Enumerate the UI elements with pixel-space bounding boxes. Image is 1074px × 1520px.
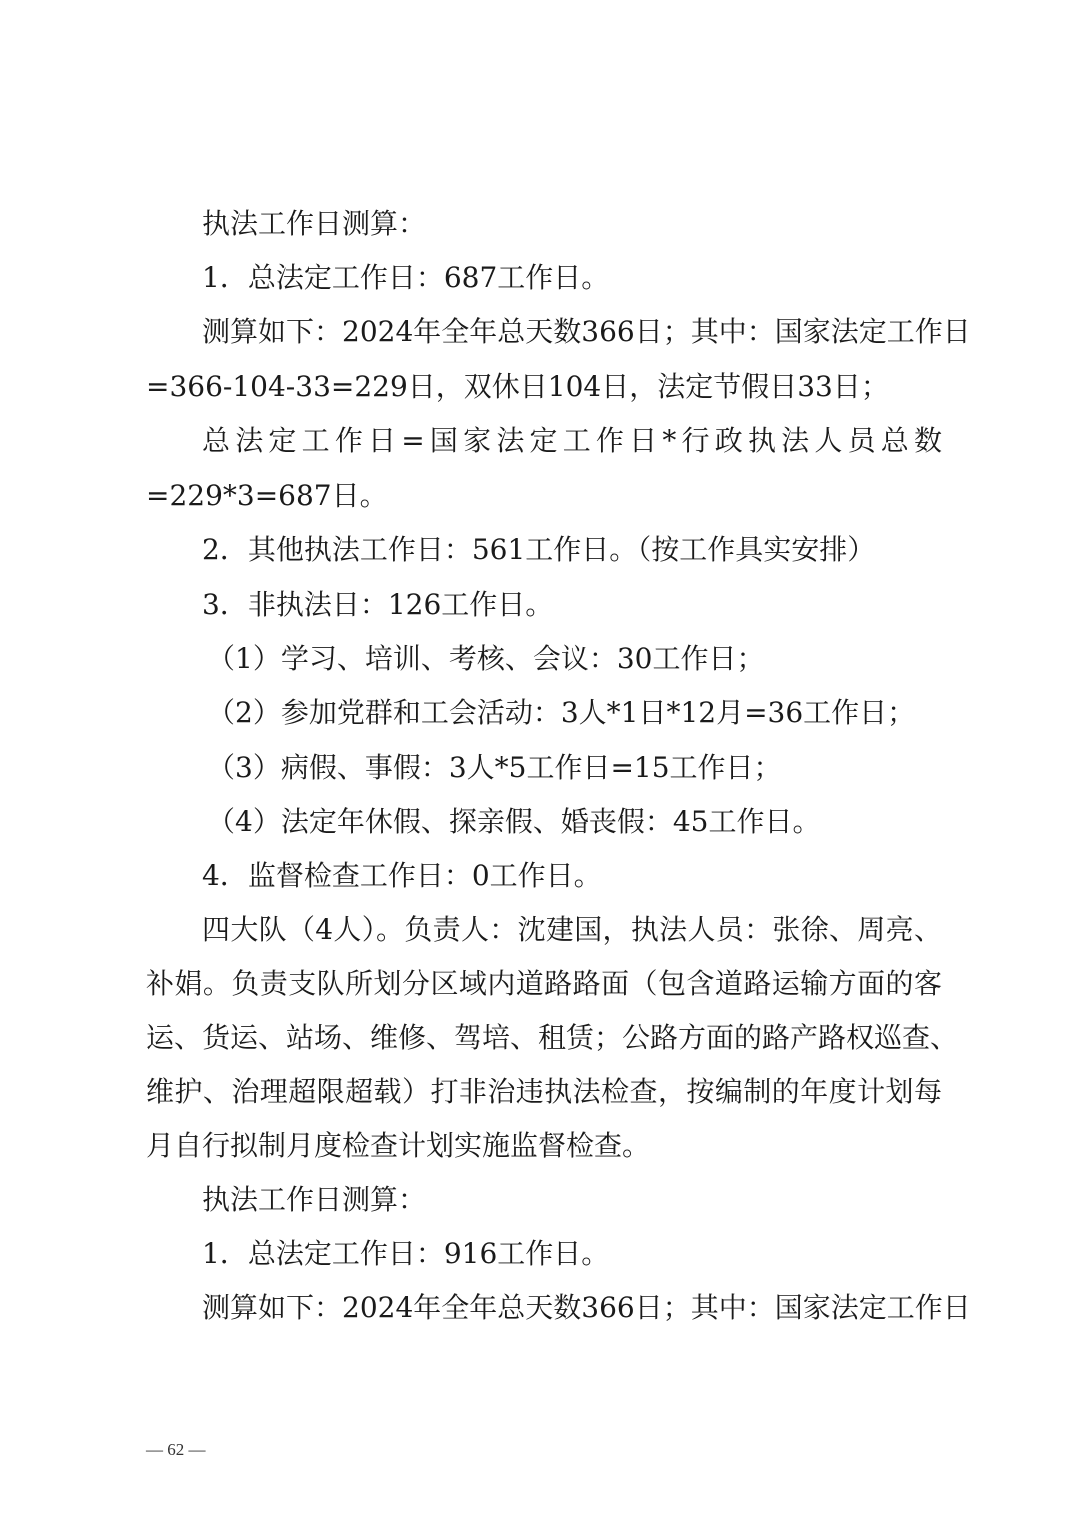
text-line: 1．总法定工作日：687工作日。	[202, 261, 610, 294]
text-line: 总法定工作日=国家法定工作日*行政执法人员总数	[202, 424, 942, 457]
text-line: （4）法定年休假、探亲假、婚丧假：45工作日。	[207, 805, 821, 838]
text-line: 月自行拟制月度检查计划实施监督检查。	[146, 1129, 651, 1162]
text-line: （3）病假、事假：3人*5工作日=15工作日；	[207, 751, 782, 784]
text-line: 测算如下：2024年全年总天数366日；其中：国家法定工作日	[202, 1291, 971, 1324]
text-line: （2）参加党群和工会活动：3人*1日*12月=36工作日；	[207, 696, 916, 729]
text-line: 运、货运、站场、维修、驾培、租赁；公路方面的路产路权巡查、	[146, 1021, 959, 1054]
text-line: 四大队（4人）。负责人：沈建国，执法人员：张徐、周亮、	[202, 913, 942, 946]
text-line: 测算如下：2024年全年总天数366日；其中：国家法定工作日	[202, 315, 971, 348]
text-line: =229*3=687日。	[146, 479, 388, 512]
text-line: （1）学习、培训、考核、会议：30工作日；	[207, 642, 765, 675]
text-line: 补娟。负责支队所划分区域内道路路面（包含道路运输方面的客	[146, 967, 942, 1000]
text-line: 维护、治理超限超载）打非治违执法检查，按编制的年度计划每	[146, 1075, 942, 1108]
page-number: — 62 —	[146, 1440, 206, 1459]
text-line: 执法工作日测算：	[202, 207, 427, 240]
text-line: =366-104-33=229日，双休日104日，法定节假日33日；	[146, 370, 889, 403]
text-line: 1．总法定工作日：916工作日。	[202, 1237, 610, 1270]
text-line: 2．其他执法工作日：561工作日。（按工作具实安排）	[202, 533, 876, 566]
text-line: 4．监督检查工作日：0工作日。	[202, 859, 602, 892]
text-line: 3．非执法日：126工作日。	[202, 588, 554, 621]
text-line: 执法工作日测算：	[202, 1183, 427, 1216]
